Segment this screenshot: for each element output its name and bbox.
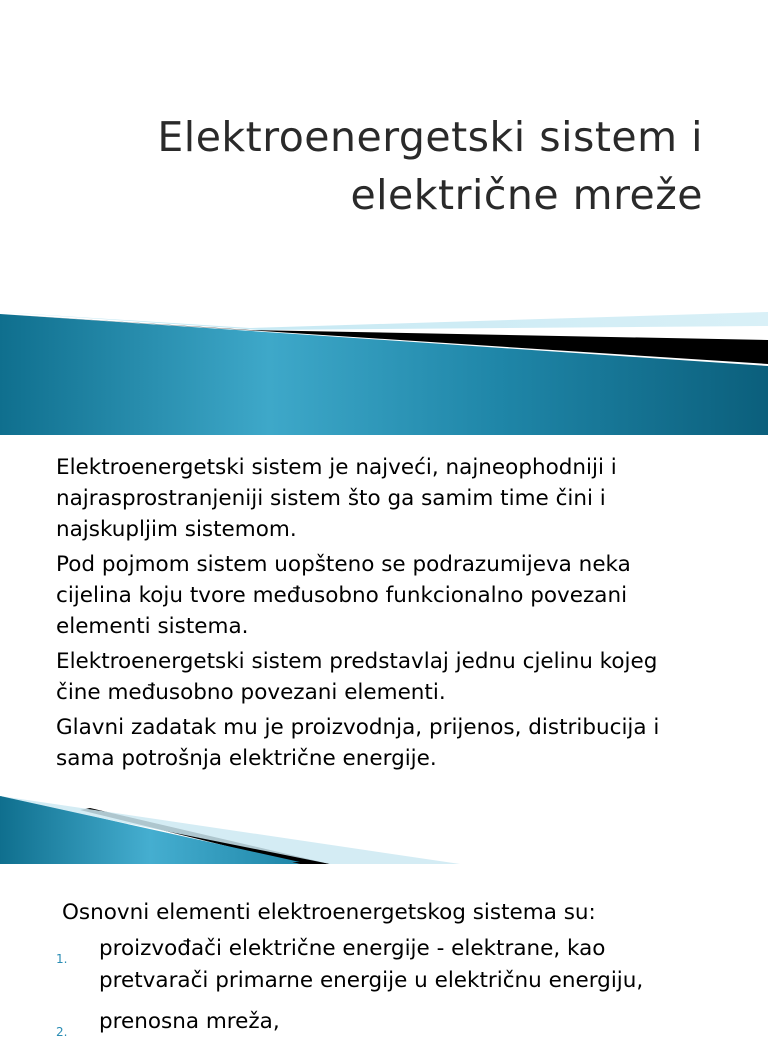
text-line: Pod pojmom sistem uopšteno se podrazumijeva neka [56,552,631,577]
text-line: najskupljim sistemom. [56,517,297,542]
slide-title-line: Elektroenergetski sistem i [157,113,703,161]
text-line: Elektroenergetski sistem predstavlaj jednu cjelinu kojeg [56,649,658,674]
text-line: sama potrošnja električne energije. [56,746,437,771]
text-line: prenosna mreža, [99,1009,280,1034]
paragraph [56,549,736,642]
text-line: elementi sistema. [56,614,249,639]
text-line: Elektroenergetski sistem je najveći, najneophodniji i [56,455,617,480]
list-item-text [99,933,759,997]
slide3-decorative-band [0,796,768,868]
paragraph [56,452,736,545]
paragraph [56,712,736,774]
text-line: proizvođači električne energije - elektrane, kao [99,936,606,961]
slide-title [60,108,703,224]
slide-title-line: električne mreže [350,171,703,219]
text-line: Glavni zadatak mu je proizvodnja, prijenos, distribucija i [56,715,660,740]
text-line: pretvarači primarne energije u električnu energiju, [99,968,644,993]
text-line: cijelina koju tvore međusobno funkcionalno povezani [56,583,628,608]
slide1-decorative-band [0,300,768,435]
text-line: najrasprostranjeniji sistem što ga samim time čini i [56,486,606,511]
list-intro: Osnovni elementi elektroenergetskog sistema su: [62,900,596,925]
text-line: čine međusobno povezani elementi. [56,680,446,705]
list-item-text [99,1006,759,1038]
list-number: 1. [56,952,68,966]
list-number: 2. [56,1025,68,1039]
slide-body-text [56,452,736,778]
paragraph [56,646,736,708]
